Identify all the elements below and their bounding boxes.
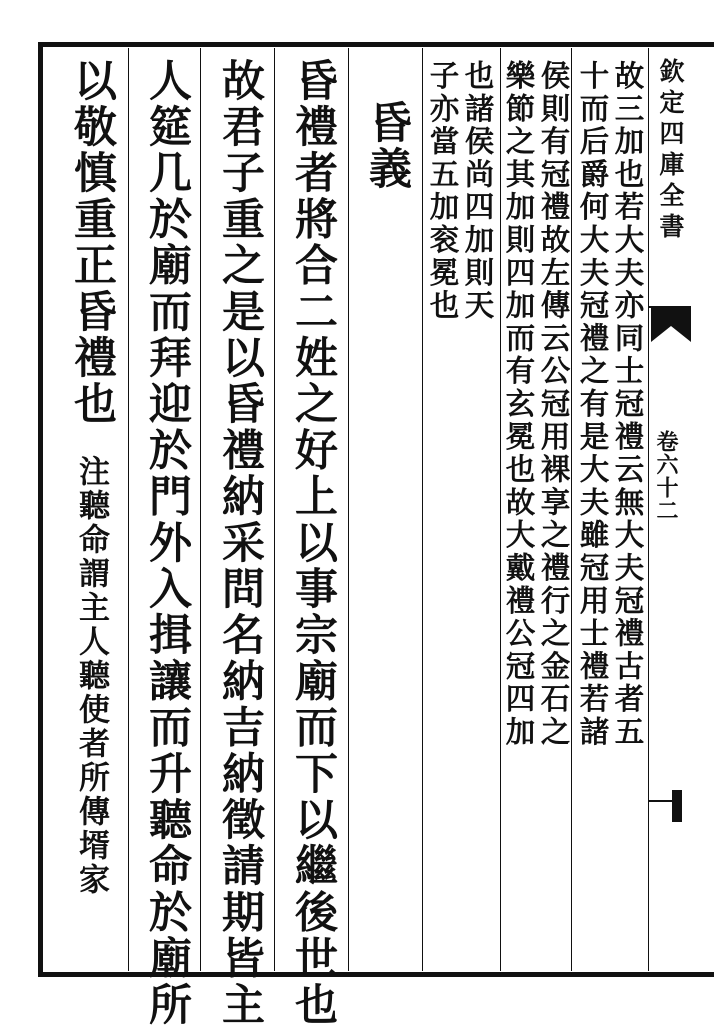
- column-rule: [200, 48, 201, 971]
- fishtail-ornament-icon: [651, 306, 691, 348]
- column-rule: [648, 48, 649, 971]
- margin-book-title: 欽定四庫全書: [656, 58, 685, 244]
- column-rule: [348, 48, 349, 971]
- main-text-note: 注聽命謂主人聽使者所傳壻家: [73, 455, 109, 897]
- main-text-column-3: 人筵几於廟而拜迎於門外入揖讓而升聽命於廟所: [142, 58, 192, 1028]
- commentary-column-1: 故三加也若大夫亦同士冠禮云無大夫冠禮古者五: [610, 60, 646, 749]
- commentary-column-4: 樂節之其加則四加而有玄冕也故大戴禮公冠四加: [501, 60, 537, 749]
- commentary-column-6: 子亦當五加衮冕也: [425, 60, 461, 323]
- commentary-column-2: 十而后爵何大夫冠禮之有是大夫雖冠用士禮若諸: [575, 60, 611, 749]
- main-text-column-2: 故君子重之是以昏禮納采問名納吉納徵請期皆主: [215, 58, 265, 1028]
- commentary-column-3: 侯則有冠禮故左傳云公冠用裸享之禮行之金石之: [536, 60, 572, 749]
- main-text-column-1: 昏禮者將合二姓之好上以事宗廟而下以繼後世也: [288, 58, 338, 1028]
- column-rule: [422, 48, 423, 971]
- margin-block: [672, 790, 682, 822]
- column-rule: [274, 48, 275, 971]
- column-rule: [500, 48, 501, 971]
- main-text-column-4: 以敬慎重正昏禮也: [67, 58, 117, 428]
- chapter-title: 昏義: [362, 100, 412, 193]
- margin-volume: 卷六十二: [653, 430, 679, 522]
- column-rule: [128, 48, 129, 971]
- commentary-column-5: 也諸侯尚四加則天: [460, 60, 496, 323]
